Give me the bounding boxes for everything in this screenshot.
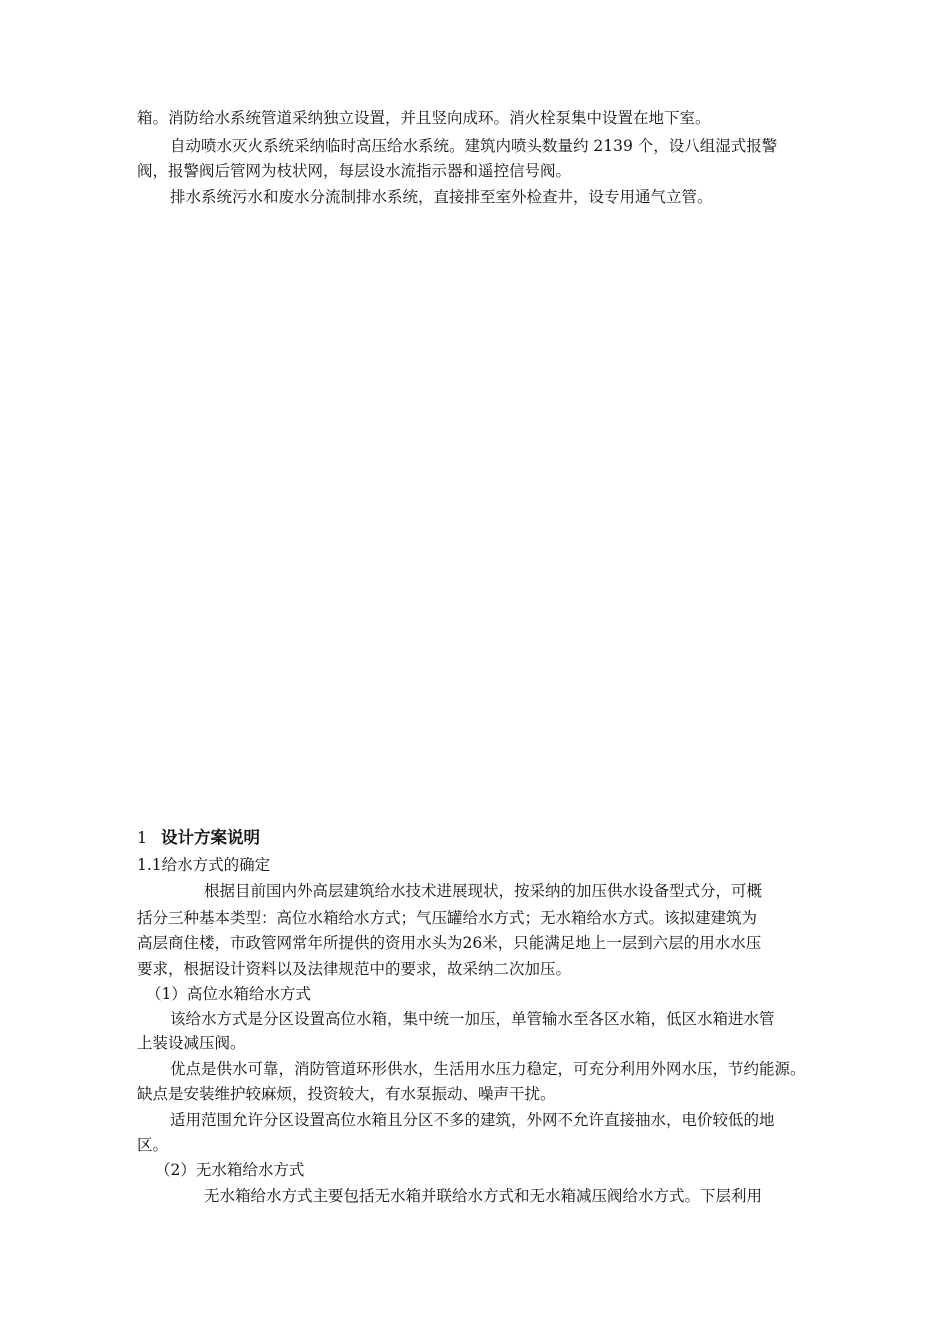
item-title: （2）无水箱给水方式 <box>155 1161 305 1179</box>
section-heading <box>137 826 260 850</box>
body-text-line: 箱。消防给水系统管道采纳独立设置，并且竖向成环。消火栓泵集中设置在地下室。 <box>137 109 711 127</box>
body-text-line: 无水箱给水方式主要包括无水箱并联给水方式和无水箱减压阀给水方式。下层利用 <box>204 1187 763 1205</box>
body-text-line: 括分三种基本类型：高位水箱给水方式；气压罐给水方式；无水箱给水方式。该拟建建筑为 <box>137 909 758 927</box>
section-title: 设计方案说明 <box>161 828 260 847</box>
body-text-line: 根据目前国内外高层建筑给水技术进展现状，按采纳的加压供水设备型式分，可概 <box>204 882 763 900</box>
body-text-line: 要求，根据设计资料以及法律规范中的要求，故采纳二次加压。 <box>137 960 572 978</box>
body-text-line: 阀，报警阀后管网为枝状网，每层设水流指示器和遥控信号阀。 <box>137 162 572 180</box>
body-text-line: 高层商住楼，市政管网常年所提供的资用水头为26米，只能满足地上一层到六层的用水水压 <box>137 934 762 952</box>
body-text-line: 适用范围允许分区设置高位水箱且分区不多的建筑，外网不允许直接抽水，电价较低的地 <box>170 1111 775 1129</box>
subsection-title: 1.1给水方式的确定 <box>137 856 271 874</box>
body-text-line: 上装设减压阀。 <box>137 1034 246 1052</box>
item-title: （1）高位水箱给水方式 <box>146 985 311 1003</box>
section-number: 1 <box>137 828 148 847</box>
body-text-line: 自动喷水灭火系统采纳临时高压给水系统。建筑内喷头数量约 2139 个，设八组湿式报警 <box>170 137 778 155</box>
body-text-line: 缺点是安装维护较麻烦，投资较大，有水泵振动、噪声干扰。 <box>137 1085 556 1103</box>
body-text-line: 区。 <box>137 1136 169 1154</box>
body-text-line: 优点是供水可靠，消防管道环形供水，生活用水压力稳定，可充分利用外网水压，节约能源。 <box>170 1060 806 1078</box>
body-text-line: 该给水方式是分区设置高位水箱，集中统一加压，单管输水至各区水箱，低区水箱进水管 <box>170 1010 775 1028</box>
body-text-line: 排水系统污水和废水分流制排水系统，直接排至室外检查井，设专用通气立管。 <box>170 188 713 206</box>
